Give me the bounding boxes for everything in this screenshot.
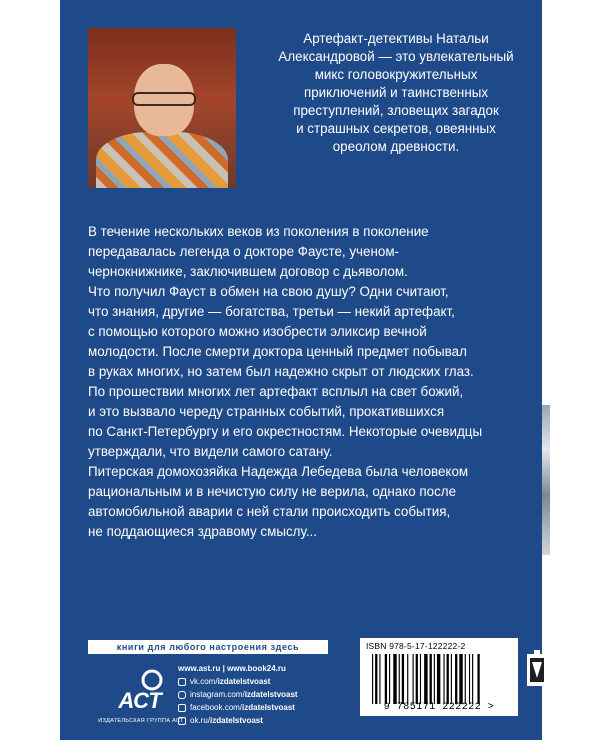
barcode-bar (447, 654, 449, 704)
websites[interactable]: www.ast.ru | www.book24.ru (178, 664, 286, 673)
barcode-bar (434, 654, 435, 704)
barcode-bars (370, 654, 512, 704)
publisher-name: ИЗДАТЕЛЬСКАЯ ГРУППА АСТ (98, 718, 184, 724)
social-prefix: instagram.com/ (190, 690, 245, 699)
barcode-bar (416, 654, 418, 704)
social-handle: izdatelstvoast (242, 703, 295, 712)
vk-icon (178, 678, 186, 686)
barcode-bar (402, 654, 404, 704)
barcode-bar (420, 654, 421, 704)
social-link-facebook[interactable] (178, 701, 348, 714)
author-photo (88, 28, 236, 188)
barcode-bar (430, 654, 432, 704)
social-link-ok[interactable] (178, 714, 348, 727)
social-prefix: facebook.com/ (190, 703, 243, 712)
social-handle: izdatelstvoast (210, 716, 263, 725)
barcode-bar (424, 654, 427, 704)
social-prefix: ok.ru/ (190, 716, 211, 725)
barcode-panel (360, 638, 518, 716)
barcode-bar (393, 654, 396, 704)
ast-logo-icon (100, 664, 180, 714)
back-cover (60, 0, 542, 740)
publisher-links (178, 662, 348, 727)
barcode-bar (443, 654, 444, 704)
social-link-vk[interactable] (178, 675, 348, 688)
barcode-bar (389, 654, 390, 704)
facebook-icon (178, 704, 186, 712)
barcode-bar (451, 654, 452, 704)
barcode-bar (472, 654, 473, 704)
social-handle: izdatelstvoast (244, 690, 298, 699)
barcode-bar (372, 654, 373, 704)
tagline-banner: книги для любого настроения здесь (88, 640, 328, 654)
barcode-bar (459, 654, 462, 704)
barcode-bar (407, 654, 408, 704)
barcode-bar (455, 654, 457, 704)
barcode-bar (465, 654, 466, 704)
ok-icon (178, 717, 186, 725)
barcode-bar (379, 654, 380, 704)
isbn-label: ISBN 978-5-17-122222-2 (366, 641, 466, 651)
barcode-bar (477, 654, 479, 704)
barcode-bar (469, 654, 470, 704)
barcode-bar (413, 654, 414, 704)
lantern-icon (526, 650, 548, 690)
instagram-icon (178, 691, 186, 699)
social-link-instagram[interactable] (178, 688, 348, 701)
author-scarf (96, 132, 228, 188)
barcode-number: 9 785171 222222 > (383, 702, 495, 713)
author-glasses (132, 92, 196, 106)
barcode-bar (399, 654, 400, 704)
ast-logo-text: АСТ (118, 688, 162, 713)
social-prefix: vk.com/ (190, 677, 218, 686)
social-handle: izdatelstvoast (217, 677, 271, 686)
series-intro-text: Артефакт-детективы Натальи Александровой — это увлекательный микс головокружительных приключений и таинственных преступлений, зловещих загадок и страшных секретов, овеянных ореолом древности. (278, 31, 514, 154)
barcode-bar (375, 654, 377, 704)
adjacent-page-edge (542, 405, 550, 555)
barcode-bar (385, 654, 387, 704)
barcode-bar (437, 654, 440, 704)
book-blurb: В течение нескольких веков из поколения в поколение передавалась легенда о докторе Фаусте, ученом- чернокнижнике, заключившем договор с дьяволом. Что получил Фауст в обмен на свою душу? Одни считают, что знания, другие — богатства, третьи — некий артефакт, с помощью которого можно изобрести эликсир вечной молодости. После смерти доктора ценный предмет побывал в руках многих, но затем был надежно скрыт от людских глаз. По прошествии многих лет артефакт всплыл на свет божий, и это вызвало череду странных событий, прокатившихся по Санкт-Петербургу и его окрестностям. Некоторые очевидцы утверждали, что видели самого сатану. Питерская домохозяйка Надежда Лебедева была человеком рациональным и в нечистую силу не верила, однако после автомобильной аварии с ней стали происходить события, не поддающиеся здравому смыслу... (88, 224, 483, 539)
